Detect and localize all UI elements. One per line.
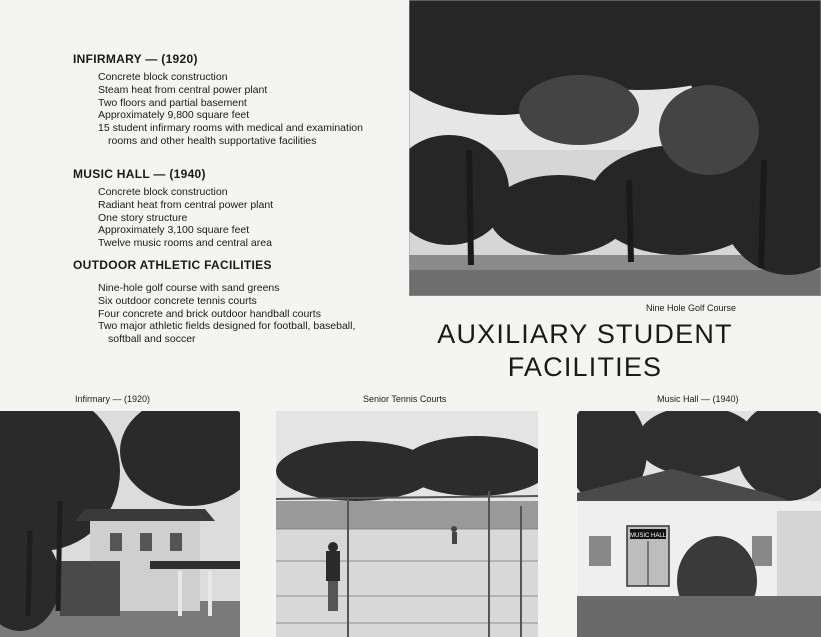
list-item: Two major athletic fields designed for football, baseball, softball and soccer xyxy=(98,320,356,346)
page-title xyxy=(420,318,750,384)
music-hall-caption: Music Hall — (1940) xyxy=(657,394,739,404)
title-line-1: AUXILIARY STUDENT xyxy=(437,319,733,349)
list-item: Approximately 3,100 square feet xyxy=(98,224,250,237)
list-item: Nine-hole golf course with sand greens xyxy=(98,282,280,294)
tennis-caption: Senior Tennis Courts xyxy=(363,394,447,404)
infirmary-photo xyxy=(0,411,240,637)
infirmary-image xyxy=(0,411,240,637)
music-hall-section xyxy=(73,167,373,250)
spec-list xyxy=(73,71,373,148)
spec-list xyxy=(73,186,373,250)
list-item: Steam heat from central power plant xyxy=(98,83,268,96)
title-line-2: FACILITIES xyxy=(507,352,663,382)
music-hall-image xyxy=(577,411,821,637)
infirmary-caption: Infirmary — (1920) xyxy=(75,394,151,404)
music-hall-photo xyxy=(577,411,821,637)
list-item: Approximately 9,800 square feet xyxy=(98,109,250,122)
list-item: Two floors and partial basement xyxy=(98,96,247,109)
music-hall-sign: MUSIC HALL xyxy=(629,533,667,539)
tennis-courts-image xyxy=(276,411,538,637)
list-item: Concrete block construction xyxy=(98,186,228,198)
list-item: Six outdoor concrete tennis courts xyxy=(98,294,257,307)
infirmary-section xyxy=(73,52,373,148)
spec-list xyxy=(73,282,373,346)
golf-course-caption: Nine Hole Golf Course xyxy=(646,303,737,313)
section-title: OUTDOOR ATHLETIC FACILITIES xyxy=(73,258,272,272)
list-item: 15 student infirmary rooms with medical and examination rooms and other health supportative facilities xyxy=(98,122,363,147)
golf-course-photo xyxy=(409,0,821,296)
list-item: Twelve music rooms and central area xyxy=(98,237,272,250)
list-item: Four concrete and brick outdoor handball courts xyxy=(98,307,321,320)
list-item: Radiant heat from central power plant xyxy=(98,198,274,211)
tennis-courts-photo xyxy=(276,411,538,637)
athletic-section xyxy=(73,258,373,346)
section-title: INFIRMARY — (1920) xyxy=(73,52,198,66)
golf-course-image xyxy=(409,0,821,296)
section-title: MUSIC HALL — (1940) xyxy=(73,167,206,181)
list-item: One story structure xyxy=(98,211,188,224)
list-item: Concrete block construction xyxy=(98,71,228,83)
